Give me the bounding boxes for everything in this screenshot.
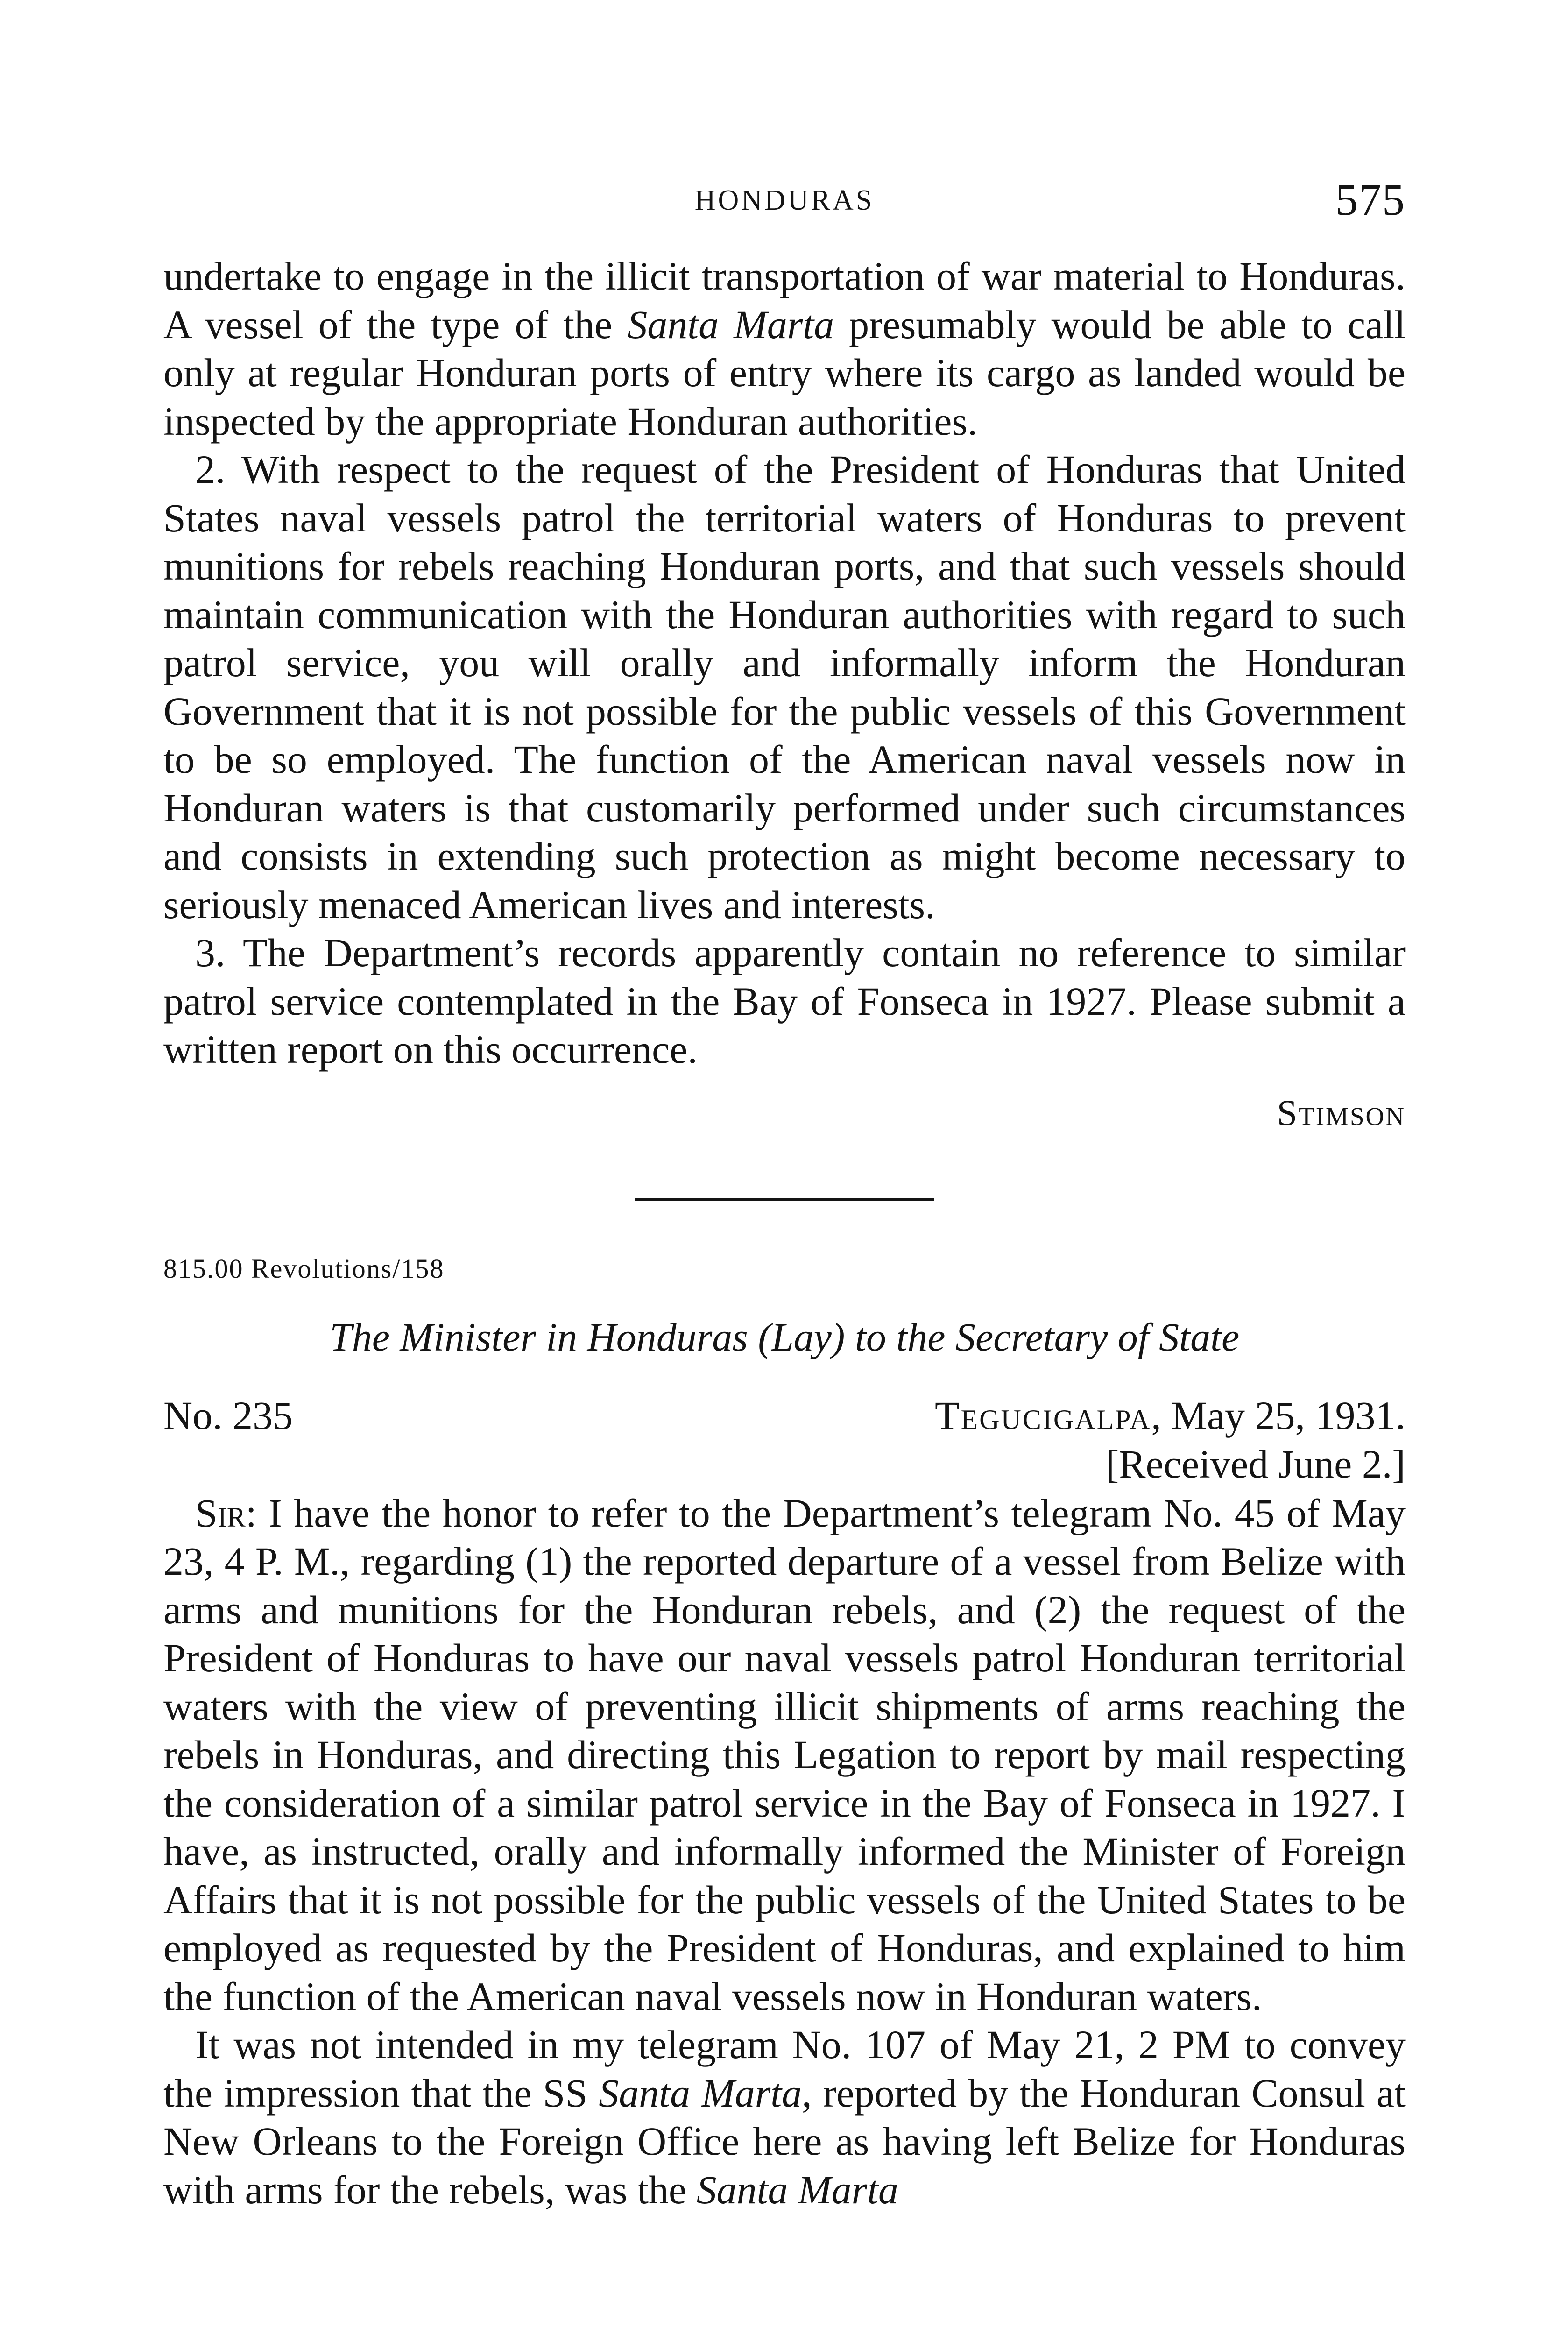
running-header: [163, 174, 1406, 225]
paragraph-text: presumably would be able to call only at regular Honduran ports of entry where its cargo as landed would be inspected by the appropriate Honduran authorities.: [163, 302, 1406, 444]
paragraph-3: 3. The Department’s records apparently contain no reference to similar patrol service contemplated in the Bay of Fonseca in 1927. Please submit a written report on this occurrence.: [163, 930, 1406, 1072]
paragraph-text: It was not intended in my telegram No. 107 of May 21, 2 PM to convey the impression that the SS: [163, 2022, 1406, 2116]
signature-stimson: Stimson: [1277, 1092, 1406, 1133]
paragraph-text: : I have the honor to refer to the Department’s telegram No. 45 of May 23, 4 P. M., regarding (1) the reported departure of a vessel from Belize with arms and munitions for the Honduran rebels, and (2) the request of the President of Honduras to have our naval vessels patrol Honduran territorial waters with the view of preventing illicit shipments of arms reaching the rebels in Honduras, and directing this Legation to report by mail respecting the consideration of a similar patrol service in the Bay of Fonseca in 1927. I have, as instructed, orally and informally informed the Minister of Foreign Affairs that it is not possible for the public vessels of the United States to be employed as requested by the President of Honduras, and explained to him the function of the American naval vessels now in Honduran waters.: [163, 1490, 1406, 2019]
page-body: [163, 252, 1406, 2214]
paragraph-text: undertake to engage in the illicit transportation of war material to Honduras. A vessel of the type of the: [163, 254, 1406, 347]
place: Tegucigalpa: [935, 1393, 1151, 1438]
running-title: HONDURAS: [694, 184, 875, 216]
letter-paragraph-2: [163, 2021, 1406, 2214]
date: , May 25, 1931.: [1151, 1393, 1406, 1438]
dateline: [163, 1392, 1406, 1489]
received-date: [Received June 2.]: [1105, 1441, 1406, 1486]
file-number: 815.00 Revolutions/158: [163, 1253, 445, 1284]
document-number: No. 235: [163, 1393, 293, 1438]
place-and-date: [935, 1392, 1406, 1439]
letter-paragraph-1: [163, 1489, 1406, 2021]
paragraph-continuation: [163, 252, 1406, 446]
vessel-name: Santa Marta: [696, 2167, 898, 2212]
salutation: Sir: [195, 1490, 246, 1535]
paragraph-2: 2. With respect to the request of the President of Honduras that United States naval vessels patrol the territorial waters of Honduras to prevent munitions for rebels reaching Honduran ports, and that such vessels should maintain communication with the Honduran authorities with regard to such patrol service, you will orally and informally inform the Honduran Government that it is not possible for the public vessels of this Government to be so employed. The function of the American naval vessels now in Honduran waters is that customarily performed under such circumstances and consists in extending such protection as might become necessary to seriously menaced American lives and interests.: [163, 447, 1406, 927]
document-title: The Minister in Honduras (Lay) to the Secretary of State: [329, 1314, 1240, 1359]
page-number: 575: [1335, 175, 1406, 225]
paragraph-text: , reported by the Honduran Consul at New Orleans to the Foreign Office here as having left Belize for Honduras with arms for the rebels, was the: [163, 2070, 1406, 2212]
section-divider: [635, 1198, 934, 1201]
vessel-name: Santa Marta: [599, 2070, 802, 2116]
vessel-name: Santa Marta: [627, 302, 834, 347]
